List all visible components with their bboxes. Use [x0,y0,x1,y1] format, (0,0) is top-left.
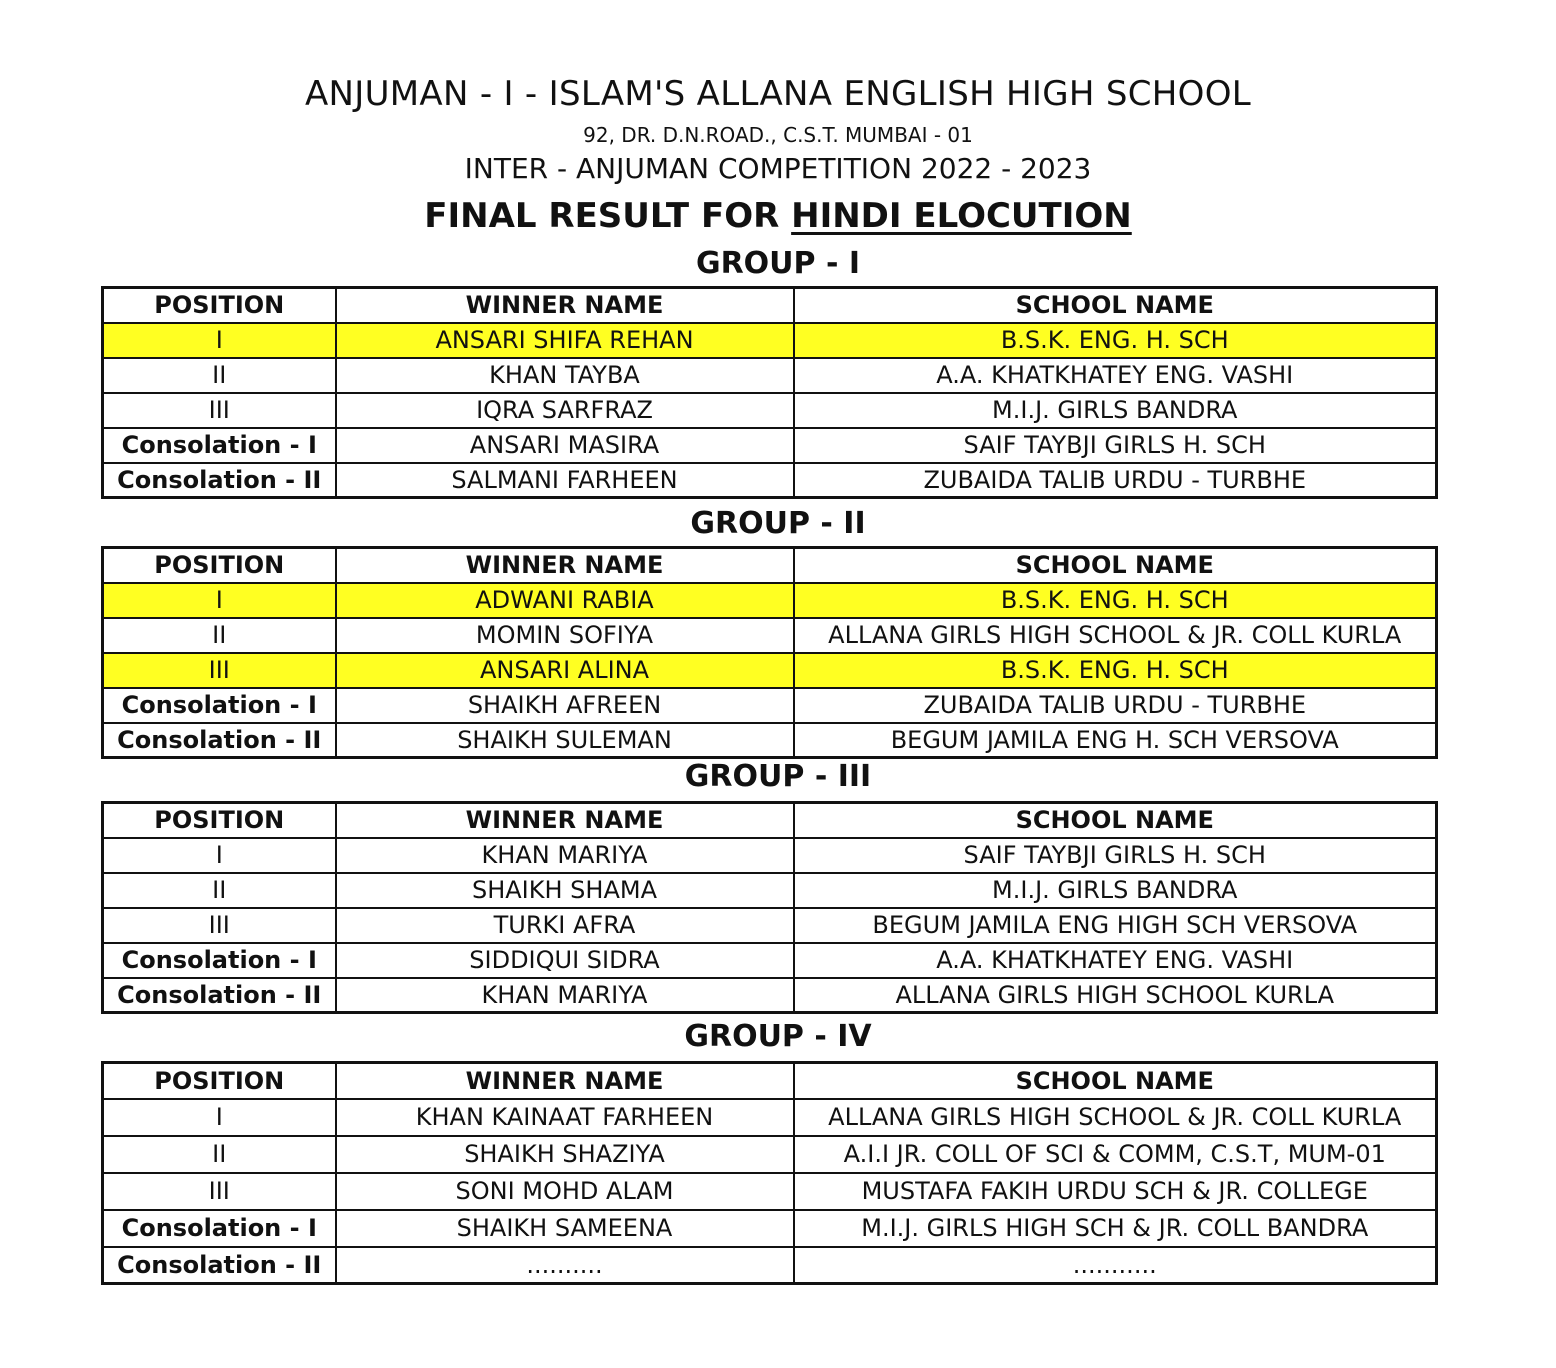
table-header-row [103,288,1437,323]
position-cell: III [103,393,336,428]
table-row [103,583,1437,618]
winner-name-cell: SIDDIQUI SIDRA [336,943,794,978]
table-row [103,653,1437,688]
table-row [103,688,1437,723]
school-name-cell: ALLANA GIRLS HIGH SCHOOL KURLA [794,978,1437,1013]
position-cell: III [103,908,336,943]
results-table [101,1061,1438,1285]
group-title: GROUP - I [695,246,861,281]
table-row [103,1210,1437,1247]
position-cell: I [103,323,336,358]
group-title: GROUP - IV [684,1019,872,1054]
table-row [103,1173,1437,1210]
winner-name-cell: SHAIKH SULEMAN [336,723,794,758]
position-cell: II [103,618,336,653]
position-header: POSITION [103,803,336,838]
school-name-cell: ........... [794,1247,1437,1284]
school-name-cell: A.I.I JR. COLL OF SCI & COMM, C.S.T, MUM-01 [794,1136,1437,1173]
winner-name-cell: KHAN TAYBA [336,358,794,393]
final-result-heading [0,196,1556,236]
school-name-cell: A.A. KHATKHATEY ENG. VASHI [794,943,1437,978]
position-cell: Consolation - I [103,688,336,723]
table-row [103,618,1437,653]
position-cell: Consolation - I [103,943,336,978]
competition-title: INTER - ANJUMAN COMPETITION 2022 - 2023 [464,152,1092,185]
winner-name-cell: .......... [336,1247,794,1284]
position-cell: II [103,1136,336,1173]
winner-name-cell: ANSARI ALINA [336,653,794,688]
results-table [101,546,1438,759]
winner-name-cell: MOMIN SOFIYA [336,618,794,653]
position-header: POSITION [103,288,336,323]
winner-name-cell: SONI MOHD ALAM [336,1173,794,1210]
position-cell: I [103,583,336,618]
school-name-cell: A.A. KHATKHATEY ENG. VASHI [794,358,1437,393]
position-cell: Consolation - II [103,1247,336,1284]
table-row [103,943,1437,978]
table-row [103,323,1437,358]
winner-name-header: WINNER NAME [336,1063,794,1099]
winner-name-cell: KHAN MARIYA [336,978,794,1013]
table-row [103,908,1437,943]
school-name-cell: M.I.J. GIRLS BANDRA [794,393,1437,428]
table-row [103,428,1437,463]
school-title: ANJUMAN - I - ISLAM'S ALLANA ENGLISH HIGH SCHOOL [304,74,1252,114]
winner-name-cell: ADWANI RABIA [336,583,794,618]
table-header-row [103,548,1437,583]
school-name-cell: B.S.K. ENG. H. SCH [794,583,1437,618]
table-row [103,393,1437,428]
position-cell: Consolation - II [103,723,336,758]
school-name-cell: ZUBAIDA TALIB URDU - TURBHE [794,463,1437,498]
table-row [103,723,1437,758]
table-row [103,1247,1437,1284]
position-header: POSITION [103,548,336,583]
school-name-cell: BEGUM JAMILA ENG H. SCH VERSOVA [794,723,1437,758]
group-title: GROUP - III [684,759,872,794]
winner-name-cell: ANSARI SHIFA REHAN [336,323,794,358]
position-cell: I [103,838,336,873]
winner-name-cell: SHAIKH SAMEENA [336,1210,794,1247]
school-name-cell: ZUBAIDA TALIB URDU - TURBHE [794,688,1437,723]
table-row [103,358,1437,393]
school-name-header: SCHOOL NAME [794,803,1437,838]
position-cell: II [103,358,336,393]
position-cell: Consolation - II [103,463,336,498]
table-row [103,1136,1437,1173]
position-cell: III [103,653,336,688]
school-name-cell: ALLANA GIRLS HIGH SCHOOL & JR. COLL KURLA [794,618,1437,653]
winner-name-header: WINNER NAME [336,288,794,323]
position-cell: Consolation - I [103,428,336,463]
winner-name-cell: KHAN KAINAAT FARHEEN [336,1099,794,1136]
school-name-cell: M.I.J. GIRLS BANDRA [794,873,1437,908]
results-table [101,801,1438,1014]
position-header: POSITION [103,1063,336,1099]
school-name-cell: B.S.K. ENG. H. SCH [794,653,1437,688]
results-table [101,286,1438,499]
table-row [103,873,1437,908]
winner-name-cell: SHAIKH AFREEN [336,688,794,723]
school-name-cell: SAIF TAYBJI GIRLS H. SCH [794,428,1437,463]
position-cell: Consolation - I [103,1210,336,1247]
school-name-header: SCHOOL NAME [794,288,1437,323]
table-header-row [103,803,1437,838]
school-name-cell: BEGUM JAMILA ENG HIGH SCH VERSOVA [794,908,1437,943]
table-row [103,838,1437,873]
school-name-header: SCHOOL NAME [794,548,1437,583]
school-name-cell: SAIF TAYBJI GIRLS H. SCH [794,838,1437,873]
school-name-cell: MUSTAFA FAKIH URDU SCH & JR. COLLEGE [794,1173,1437,1210]
school-name-cell: M.I.J. GIRLS HIGH SCH & JR. COLL BANDRA [794,1210,1437,1247]
final-result-subject: HINDI ELOCUTION [791,196,1132,236]
winner-name-cell: IQRA SARFRAZ [336,393,794,428]
winner-name-header: WINNER NAME [336,803,794,838]
winner-name-cell: SALMANI FARHEEN [336,463,794,498]
winner-name-header: WINNER NAME [336,548,794,583]
position-cell: I [103,1099,336,1136]
winner-name-cell: KHAN MARIYA [336,838,794,873]
table-row [103,463,1437,498]
final-result-prefix: FINAL RESULT FOR [424,196,780,236]
position-cell: III [103,1173,336,1210]
table-row [103,1099,1437,1136]
school-name-cell: ALLANA GIRLS HIGH SCHOOL & JR. COLL KURLA [794,1099,1437,1136]
position-cell: II [103,873,336,908]
winner-name-cell: SHAIKH SHAZIYA [336,1136,794,1173]
group-title: GROUP - II [690,506,866,541]
table-row [103,978,1437,1013]
winner-name-cell: TURKI AFRA [336,908,794,943]
school-name-header: SCHOOL NAME [794,1063,1437,1099]
school-name-cell: B.S.K. ENG. H. SCH [794,323,1437,358]
winner-name-cell: ANSARI MASIRA [336,428,794,463]
position-cell: Consolation - II [103,978,336,1013]
winner-name-cell: SHAIKH SHAMA [336,873,794,908]
school-address: 92, DR. D.N.ROAD., C.S.T. MUMBAI - 01 [583,123,973,147]
table-header-row [103,1063,1437,1099]
